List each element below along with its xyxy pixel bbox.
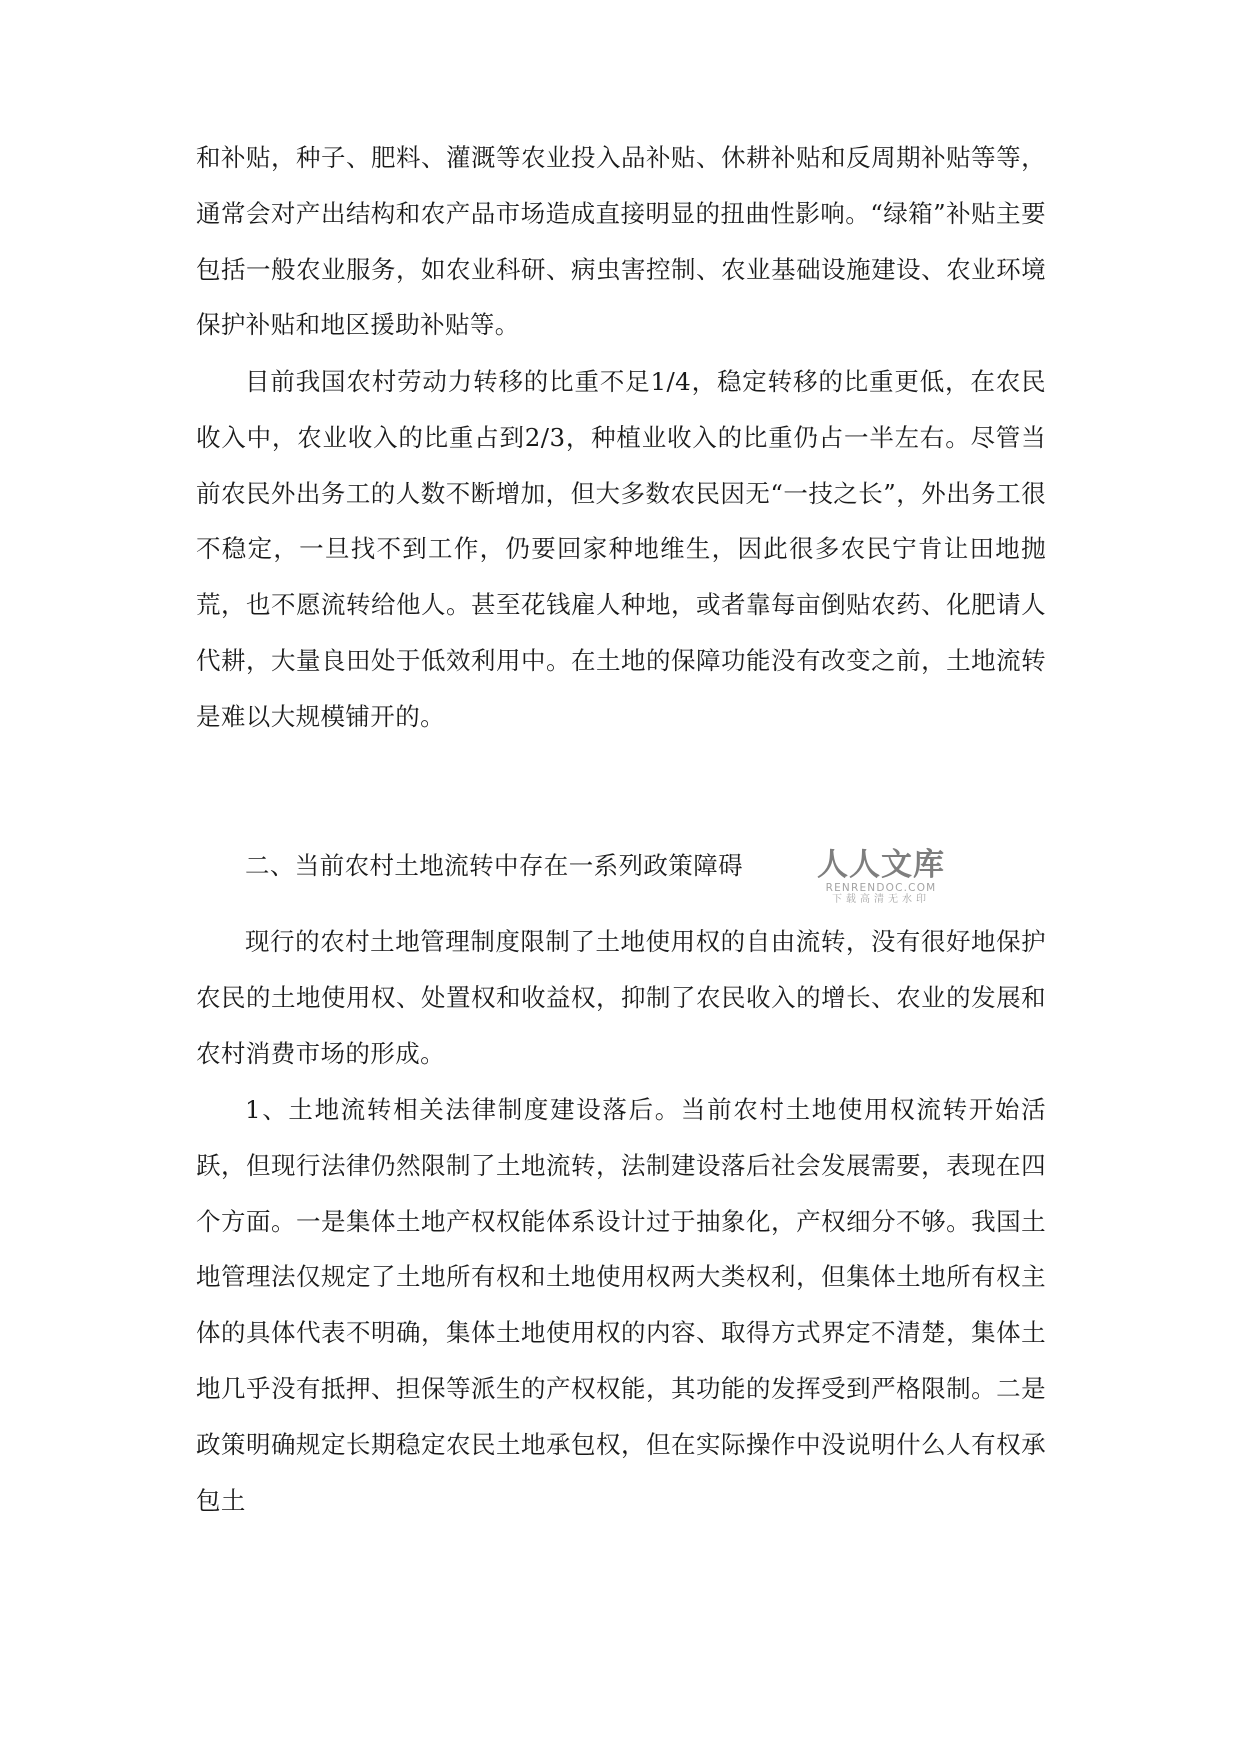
paragraph-land-system: 现行的农村土地管理制度限制了土地使用权的自由流转，没有很好地保护农民的土地使用权、处置权和收益权，抑制了农民收入的增长、农业的发展和农村消费市场的形成。: [196, 927, 1046, 1068]
watermark-logo: [806, 848, 956, 908]
watermark-main-text: 人人文库: [817, 847, 945, 883]
section-heading: 二、当前农村土地流转中存在一系列政策障碍: [245, 851, 743, 880]
paragraph-legal-system: 1、土地流转相关法律制度建设落后。当前农村土地使用权流转开始活跃，但现行法律仍然限制了土地流转，法制建设落后社会发展需要，表现在四个方面。一是集体土地产权权能体系设计过于抽象化，产权细分不够。我国土地管理法仅规定了土地所有权和土地使用权两大类权利，但集体土地所有权主体的具体代表不明确，集体土地使用权的内容、取得方式界定不清楚，集体土地几乎没有抵押、担保等派生的产权权能，其功能的发挥受到严格限制。二是政策明确规定长期稳定农民土地承包权，但在实际操作中没说明什么人有权承包土: [196, 1095, 1046, 1515]
paragraph-labor-transfer: 目前我国农村劳动力转移的比重不足1/4，稳定转移的比重更低，在农民收入中，农业收入的比重占到2/3，种植业收入的比重仍占一半左右。尽管当前农民外出务工的人数不断增加，但大多数农民因无“一技之长”，外出务工很不稳定，一旦找不到工作，仍要回家种地维生，因此很多农民宁肯让田地抛荒，也不愿流转给他人。甚至花钱雇人种地，或者靠每亩倒贴农药、化肥请人代耕，大量良田处于低效利用中。在土地的保障功能没有改变之前，土地流转是难以大规模铺开的。: [196, 367, 1046, 731]
paragraph-continuation: 和补贴，种子、肥料、灌溉等农业投入品补贴、休耕补贴和反周期补贴等等，通常会对产出结构和农产品市场造成直接明显的扭曲性影响。“绿箱”补贴主要包括一般农业服务，如农业科研、病虫害控制、农业基础设施建设、农业环境保护补贴和地区援助补贴等。: [196, 143, 1046, 340]
watermark-domain-text: RENRENDOC.COM: [825, 882, 937, 894]
watermark-sub-text: 下载高清无水印: [832, 894, 930, 905]
